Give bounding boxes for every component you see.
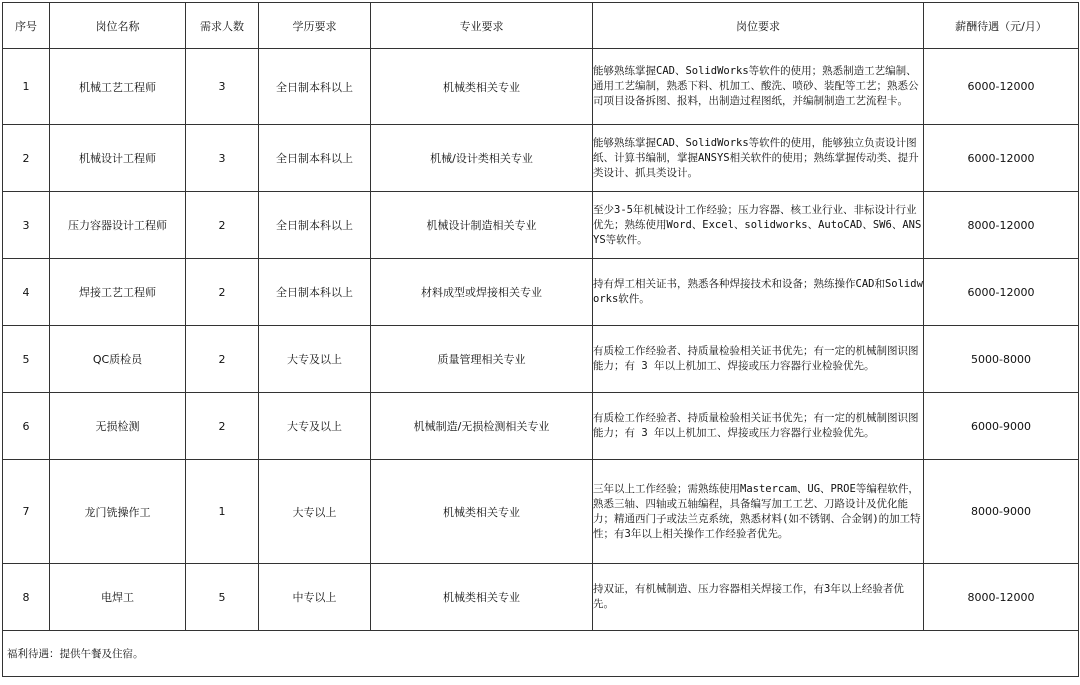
header-headcount: 需求人数 bbox=[186, 3, 259, 49]
cell-major: 机械设计制造相关专业 bbox=[371, 192, 593, 259]
header-position: 岗位名称 bbox=[50, 3, 186, 49]
cell-seq: 4 bbox=[3, 259, 50, 326]
cell-position: 压力容器设计工程师 bbox=[50, 192, 186, 259]
cell-headcount: 2 bbox=[186, 259, 259, 326]
cell-requirements: 有质检工作经验者、持质量检验相关证书优先；有一定的机械制图识图能力；有 3 年以上机加工、焊接或压力容器行业检验优先。 bbox=[593, 326, 924, 393]
cell-major: 机械类相关专业 bbox=[371, 460, 593, 564]
cell-major: 机械制造/无损检测相关专业 bbox=[371, 393, 593, 460]
cell-headcount: 2 bbox=[186, 393, 259, 460]
header-education: 学历要求 bbox=[259, 3, 371, 49]
cell-seq: 1 bbox=[3, 49, 50, 125]
cell-salary: 6000-12000 bbox=[924, 259, 1079, 326]
cell-requirements: 持双证，有机械制造、压力容器相关焊接工作，有3年以上经验者优先。 bbox=[593, 564, 924, 631]
table-row bbox=[3, 125, 1079, 192]
table-row bbox=[3, 460, 1079, 564]
cell-headcount: 2 bbox=[186, 326, 259, 393]
cell-seq: 5 bbox=[3, 326, 50, 393]
table-row bbox=[3, 326, 1079, 393]
cell-headcount: 3 bbox=[186, 125, 259, 192]
cell-position: 机械设计工程师 bbox=[50, 125, 186, 192]
table-row bbox=[3, 393, 1079, 460]
benefits-note: 福利待遇：提供午餐及住宿。 bbox=[3, 631, 1079, 677]
cell-requirements: 能够熟练掌握CAD、SolidWorks等软件的使用；熟悉制造工艺编制、通用工艺编制，熟悉下料、机加工、酸洗、喷砂、装配等工艺；熟悉公司项目设备拆图、报料，出制造过程图纸，并编制制造工艺流程卡。 bbox=[593, 49, 924, 125]
header-major: 专业要求 bbox=[371, 3, 593, 49]
cell-requirements: 能够熟练掌握CAD、SolidWorks等软件的使用，能够独立负责设计图纸、计算书编制，掌握ANSYS相关软件的使用；熟练掌握传动类、提升类设计、抓具类设计。 bbox=[593, 125, 924, 192]
job-listing-table bbox=[2, 2, 1079, 677]
cell-headcount: 1 bbox=[186, 460, 259, 564]
cell-education: 大专以上 bbox=[259, 460, 371, 564]
cell-seq: 3 bbox=[3, 192, 50, 259]
table-header-row bbox=[3, 3, 1079, 49]
cell-education: 全日制本科以上 bbox=[259, 192, 371, 259]
cell-education: 大专及以上 bbox=[259, 393, 371, 460]
table-row bbox=[3, 564, 1079, 631]
cell-salary: 6000-12000 bbox=[924, 49, 1079, 125]
header-requirements: 岗位要求 bbox=[593, 3, 924, 49]
cell-major: 机械类相关专业 bbox=[371, 564, 593, 631]
cell-seq: 7 bbox=[3, 460, 50, 564]
cell-position: 电焊工 bbox=[50, 564, 186, 631]
header-seq: 序号 bbox=[3, 3, 50, 49]
cell-salary: 6000-12000 bbox=[924, 125, 1079, 192]
cell-seq: 6 bbox=[3, 393, 50, 460]
cell-education: 全日制本科以上 bbox=[259, 259, 371, 326]
cell-major: 质量管理相关专业 bbox=[371, 326, 593, 393]
table-row bbox=[3, 259, 1079, 326]
cell-salary: 8000-12000 bbox=[924, 564, 1079, 631]
cell-education: 大专及以上 bbox=[259, 326, 371, 393]
cell-requirements: 持有焊工相关证书，熟悉各种焊接技术和设备；熟练操作CAD和Solidworks软件。 bbox=[593, 259, 924, 326]
table-row bbox=[3, 49, 1079, 125]
cell-headcount: 5 bbox=[186, 564, 259, 631]
cell-major: 材料成型或焊接相关专业 bbox=[371, 259, 593, 326]
cell-education: 全日制本科以上 bbox=[259, 49, 371, 125]
cell-seq: 8 bbox=[3, 564, 50, 631]
cell-requirements: 有质检工作经验者、持质量检验相关证书优先；有一定的机械制图识图能力；有 3 年以上机加工、焊接或压力容器行业检验优先。 bbox=[593, 393, 924, 460]
cell-major: 机械类相关专业 bbox=[371, 49, 593, 125]
cell-position: 龙门铣操作工 bbox=[50, 460, 186, 564]
header-salary: 薪酬待遇（元/月） bbox=[924, 3, 1079, 49]
cell-position: 焊接工艺工程师 bbox=[50, 259, 186, 326]
cell-seq: 2 bbox=[3, 125, 50, 192]
cell-headcount: 2 bbox=[186, 192, 259, 259]
cell-requirements: 至少3-5年机械设计工作经验；压力容器、核工业行业、非标设计行业优先；熟练使用Word、Excel、solidworks、AutoCAD、SW6、ANSYS等软件。 bbox=[593, 192, 924, 259]
table-row bbox=[3, 192, 1079, 259]
cell-salary: 6000-9000 bbox=[924, 393, 1079, 460]
cell-education: 全日制本科以上 bbox=[259, 125, 371, 192]
cell-position: 无损检测 bbox=[50, 393, 186, 460]
cell-major: 机械/设计类相关专业 bbox=[371, 125, 593, 192]
cell-education: 中专以上 bbox=[259, 564, 371, 631]
cell-position: QC质检员 bbox=[50, 326, 186, 393]
cell-salary: 8000-9000 bbox=[924, 460, 1079, 564]
cell-salary: 5000-8000 bbox=[924, 326, 1079, 393]
benefits-row bbox=[3, 631, 1079, 677]
cell-position: 机械工艺工程师 bbox=[50, 49, 186, 125]
cell-salary: 8000-12000 bbox=[924, 192, 1079, 259]
cell-headcount: 3 bbox=[186, 49, 259, 125]
cell-requirements: 三年以上工作经验；需熟练使用Mastercam、UG、PROE等编程软件，熟悉三轴、四轴或五轴编程，具备编写加工工艺、刀路设计及优化能力；精通西门子或法兰克系统，熟悉材料(如不锈钢、合金钢)的加工特性；有3年以上相关操作工作经验者优先。 bbox=[593, 460, 924, 564]
